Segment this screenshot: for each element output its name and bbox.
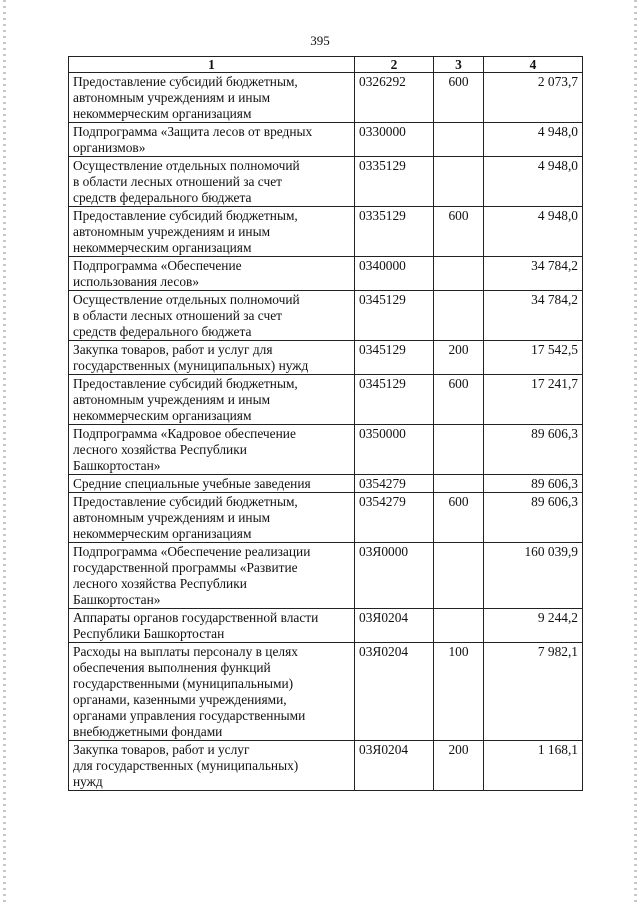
description-line: некоммерческим организациям [73, 240, 252, 255]
description-line: автономным учреждениям и иным [73, 90, 271, 105]
row-target-code: 0345129 [355, 341, 434, 375]
table-row [69, 291, 583, 341]
description-line: Предоставление субсидий бюджетным, [73, 74, 298, 89]
description-line: в области лесных отношений за счет [73, 308, 283, 323]
row-description [69, 741, 355, 791]
table-row [69, 341, 583, 375]
description-line: государственных (муниципальных) нужд [73, 358, 309, 373]
description-line: Башкортостан» [73, 458, 161, 473]
description-line: автономным учреждениям и иным [73, 392, 271, 407]
row-expense-type [434, 291, 484, 341]
row-expense-type: 600 [434, 493, 484, 543]
description-line: внебюджетными фондами [73, 724, 223, 739]
row-expense-type: 600 [434, 207, 484, 257]
row-target-code: 0345129 [355, 291, 434, 341]
description-line: средств федерального бюджета [73, 190, 252, 205]
description-line: Предоставление субсидий бюджетным, [73, 494, 298, 509]
scan-edge-left [3, 0, 6, 905]
description-line: Предоставление субсидий бюджетным, [73, 376, 298, 391]
row-expense-type [434, 123, 484, 157]
row-target-code: 03Я0000 [355, 543, 434, 609]
row-target-code: 0340000 [355, 257, 434, 291]
row-target-code: 0354279 [355, 493, 434, 543]
table-row [69, 543, 583, 609]
row-target-code: 0345129 [355, 375, 434, 425]
row-amount: 34 784,2 [484, 257, 583, 291]
row-target-code: 03Я0204 [355, 741, 434, 791]
row-target-code: 0326292 [355, 73, 434, 123]
row-expense-type: 600 [434, 375, 484, 425]
description-line: Башкортостан» [73, 592, 161, 607]
description-line: некоммерческим организациям [73, 526, 252, 541]
row-description [69, 643, 355, 741]
row-description [69, 257, 355, 291]
column-header: 4 [484, 57, 583, 73]
description-line: Расходы на выплаты персоналу в целях [73, 644, 298, 659]
row-target-code: 03Я0204 [355, 643, 434, 741]
description-line: обеспечения выполнения функций [73, 660, 271, 675]
row-description [69, 291, 355, 341]
row-amount: 9 244,2 [484, 609, 583, 643]
description-line: использования лесов» [73, 274, 200, 289]
row-description [69, 341, 355, 375]
description-line: некоммерческим организациям [73, 106, 252, 121]
row-amount: 89 606,3 [484, 425, 583, 475]
table-row [69, 609, 583, 643]
table-row [69, 475, 583, 493]
row-expense-type: 200 [434, 741, 484, 791]
row-description [69, 475, 355, 493]
table-row [69, 157, 583, 207]
row-target-code: 0335129 [355, 157, 434, 207]
row-expense-type: 100 [434, 643, 484, 741]
row-expense-type: 600 [434, 73, 484, 123]
row-description [69, 207, 355, 257]
description-line: организмов» [73, 140, 146, 155]
row-description [69, 425, 355, 475]
description-line: государственной программы «Развитие [73, 560, 298, 575]
row-expense-type [434, 425, 484, 475]
row-expense-type [434, 257, 484, 291]
description-line: Подпрограмма «Обеспечение [73, 258, 242, 273]
row-description [69, 73, 355, 123]
row-amount: 160 039,9 [484, 543, 583, 609]
row-amount: 4 948,0 [484, 157, 583, 207]
table-header-row [69, 57, 583, 73]
description-line: Подпрограмма «Обеспечение реализации [73, 544, 311, 559]
row-amount: 2 073,7 [484, 73, 583, 123]
row-expense-type [434, 543, 484, 609]
row-description [69, 123, 355, 157]
row-target-code: 0350000 [355, 425, 434, 475]
description-line: автономным учреждениям и иным [73, 510, 271, 525]
row-amount: 4 948,0 [484, 123, 583, 157]
description-line: Средние специальные учебные заведения [73, 476, 311, 491]
table-row [69, 643, 583, 741]
row-amount: 17 241,7 [484, 375, 583, 425]
description-line: Предоставление субсидий бюджетным, [73, 208, 298, 223]
description-line: нужд [73, 774, 103, 789]
row-amount: 89 606,3 [484, 475, 583, 493]
row-amount: 1 168,1 [484, 741, 583, 791]
column-header: 2 [355, 57, 434, 73]
row-description [69, 493, 355, 543]
row-description [69, 609, 355, 643]
scan-edge-right [634, 0, 637, 905]
description-line: Подпрограмма «Защита лесов от вредных [73, 124, 313, 139]
row-target-code: 0330000 [355, 123, 434, 157]
description-line: государственными (муниципальными) [73, 676, 294, 691]
table-body [69, 73, 583, 791]
table-row [69, 123, 583, 157]
row-amount: 17 542,5 [484, 341, 583, 375]
description-line: для государственных (муниципальных) [73, 758, 299, 773]
row-amount: 7 982,1 [484, 643, 583, 741]
description-line: лесного хозяйства Республики [73, 442, 247, 457]
description-line: лесного хозяйства Республики [73, 576, 247, 591]
row-amount: 89 606,3 [484, 493, 583, 543]
table-row [69, 493, 583, 543]
row-expense-type [434, 475, 484, 493]
description-line: некоммерческим организациям [73, 408, 252, 423]
table-row [69, 741, 583, 791]
column-header: 3 [434, 57, 484, 73]
row-target-code: 0354279 [355, 475, 434, 493]
row-amount: 4 948,0 [484, 207, 583, 257]
table-row [69, 425, 583, 475]
description-line: автономным учреждениям и иным [73, 224, 271, 239]
description-line: Закупка товаров, работ и услуг для [73, 342, 273, 357]
description-line: Осуществление отдельных полномочий [73, 292, 300, 307]
description-line: органами, казенными учреждениями, [73, 692, 287, 707]
description-line: Республики Башкортостан [73, 626, 225, 641]
row-expense-type: 200 [434, 341, 484, 375]
row-amount: 34 784,2 [484, 291, 583, 341]
description-line: в области лесных отношений за счет [73, 174, 283, 189]
row-description [69, 543, 355, 609]
column-header: 1 [69, 57, 355, 73]
row-target-code: 03Я0204 [355, 609, 434, 643]
table-row [69, 207, 583, 257]
table-row [69, 257, 583, 291]
budget-table [68, 56, 583, 791]
description-line: Аппараты органов государственной власти [73, 610, 319, 625]
description-line: Закупка товаров, работ и услуг [73, 742, 250, 757]
row-expense-type [434, 609, 484, 643]
page-number: 395 [310, 33, 330, 48]
table-row [69, 375, 583, 425]
row-description [69, 157, 355, 207]
description-line: Подпрограмма «Кадровое обеспечение [73, 426, 296, 441]
table-row [69, 73, 583, 123]
description-line: органами управления государственными [73, 708, 306, 723]
description-line: Осуществление отдельных полномочий [73, 158, 300, 173]
row-target-code: 0335129 [355, 207, 434, 257]
row-expense-type [434, 157, 484, 207]
row-description [69, 375, 355, 425]
description-line: средств федерального бюджета [73, 324, 252, 339]
